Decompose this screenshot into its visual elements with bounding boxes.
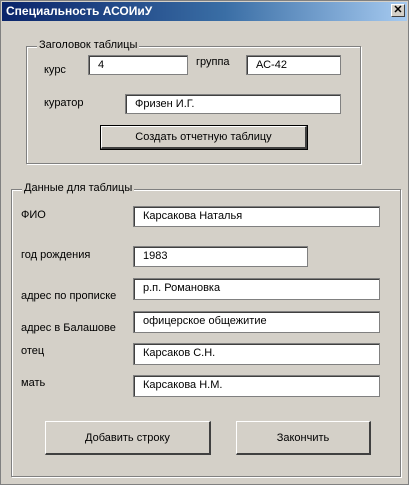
course-label: курс [44, 64, 66, 76]
birth-year-field[interactable]: 1983 [133, 246, 308, 267]
curator-label: куратор [44, 97, 84, 109]
father-label: отец [21, 345, 45, 357]
title-bar[interactable] [2, 2, 407, 21]
mother-field[interactable]: Карсакова Н.М. [133, 375, 380, 397]
registration-address-label: адрес по прописке [21, 290, 117, 302]
mother-label: мать [21, 377, 46, 389]
course-field[interactable]: 4 [88, 55, 188, 75]
header-group-legend: Заголовок таблицы [39, 39, 138, 51]
group-label: группа [196, 56, 230, 68]
create-report-table-button[interactable]: Создать отчетную таблицу [101, 126, 307, 149]
close-icon[interactable]: ✕ [391, 4, 405, 17]
fio-field[interactable]: Карсакова Наталья [133, 206, 380, 227]
fio-label: ФИО [21, 209, 46, 221]
curator-field[interactable]: Фризен И.Г. [125, 94, 341, 114]
data-group-legend: Данные для таблицы [24, 182, 133, 194]
finish-button[interactable]: Закончить [236, 421, 371, 455]
father-field[interactable]: Карсаков С.Н. [133, 343, 380, 365]
registration-address-field[interactable]: р.п. Романовка [133, 278, 380, 300]
balashov-address-field[interactable]: офицерское общежитие [133, 311, 380, 333]
window-title: Специальность АСОИиУ [6, 4, 153, 18]
add-row-button[interactable]: Добавить строку [45, 421, 211, 455]
group-field[interactable]: АС-42 [246, 55, 341, 75]
balashov-address-label: адрес в Балашове [21, 322, 116, 334]
birth-year-label: год рождения [21, 249, 91, 261]
